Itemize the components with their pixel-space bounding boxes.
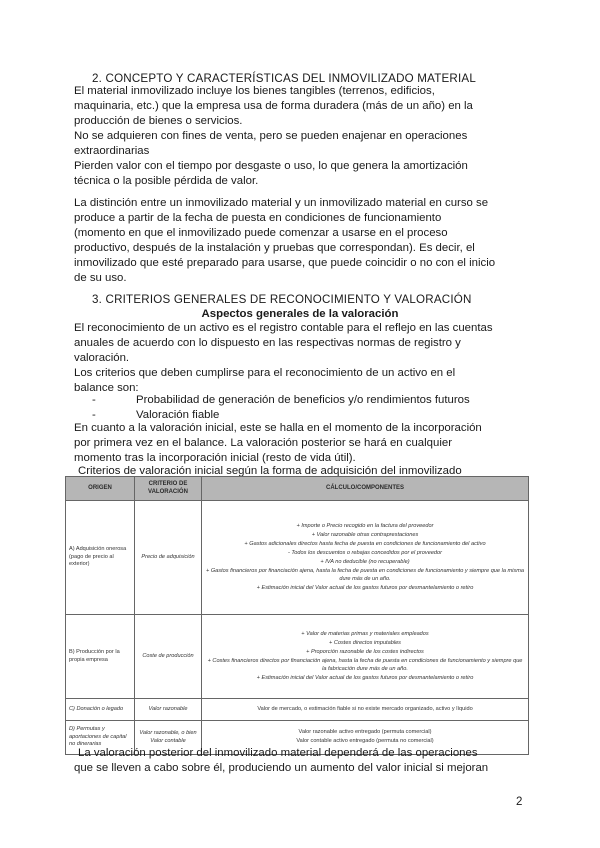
component-line: + Estimación inicial del Valor actual de los gastos futuros por desmantelamiento o retiro	[256, 674, 474, 681]
paragraph-line: extraordinarias	[74, 145, 150, 157]
table-cell-origin: B) Producción por la propia empresa	[66, 615, 135, 699]
paragraph-line: produce a partir de la fecha de puesta en condiciones de funcionamiento	[74, 212, 442, 224]
paragraph-line: de su uso.	[74, 272, 127, 284]
valuation-criteria-table	[65, 476, 529, 755]
table-cell-origin: C) Donación o legado	[66, 699, 135, 721]
component-line: + Gastos financieros por financiación ajena, hasta la fecha de puesta en condiciones de funcionamiento y siempre que la misma dure más de un año.	[206, 568, 524, 582]
table-cell-components	[202, 501, 529, 615]
component-line: - Todos los descuentos o rebajas concedidos por el proveedor	[287, 550, 443, 557]
paragraph-line: técnica o la posible pérdida de valor.	[74, 175, 259, 187]
table-row	[66, 699, 529, 721]
bullet-item: - Valoración fiable	[92, 409, 220, 421]
bullet-text: Probabilidad de generación de beneficios y/o rendimientos futuros	[136, 394, 470, 406]
section-3-subheading: Aspectos generales de la valoración	[201, 308, 399, 320]
component-line: + Valor de materias primas y materiales empleados	[301, 631, 429, 638]
paragraph-line: La distinción entre un inmovilizado material y un inmovilizado material en curso se	[74, 197, 489, 209]
table-cell-components	[202, 699, 529, 721]
page-number: 2	[516, 796, 523, 808]
paragraph-line: El material inmovilizado incluye los bienes tangibles (terrenos, edificios,	[74, 85, 435, 97]
component-line: + Costes financieros directos por financiación ajena, hasta la fecha de puesta en condiciones de funcionamiento y siempre que la fabricación dure más de un año.	[207, 658, 523, 672]
paragraph-line: En cuanto a la valoración inicial, este se halla en el momento de la incorporación	[74, 422, 482, 434]
table-header-row	[66, 477, 529, 501]
paragraph-line: que se lleven a cabo sobre él, produciendo un aumento del valor inicial si mejoran	[74, 762, 489, 774]
paragraph-line: anuales de acuerdo con lo dispuesto en las respectivas normas de registro y	[74, 337, 461, 349]
table-cell-origin: D) Permutas y aportaciones de capital no dinerarias	[66, 721, 135, 755]
component-line: + Importe o Precio recogido en la factura del proveedor	[296, 523, 434, 530]
section-3-heading: 3. CRITERIOS GENERALES DE RECONOCIMIENTO Y VALORACIÓN	[92, 293, 472, 306]
paragraph-line: (momento en que el inmovilizado puede comenzar a usarse en el proceso	[74, 227, 448, 239]
paragraph-line: El reconocimiento de un activo es el registro contable para el reflejo en las cuentas	[74, 322, 493, 334]
column-header-criterion: CRITERIO DE VALORACIÓN	[135, 477, 202, 501]
component-line: + Gastos adicionales directos hasta fecha de puesta en condiciones de funcionamiento del activo	[244, 541, 486, 548]
component-line: + IVA no deducible (no recuperable)	[320, 559, 410, 566]
component-line: + Proporción razonable de los costes indirectos	[306, 649, 424, 656]
column-header-origin: ORIGEN	[66, 477, 135, 501]
paragraph-line: La valoración posterior del inmovilizado material dependerá de las operaciones	[78, 747, 478, 759]
bullet-text: Valoración fiable	[136, 409, 220, 421]
table-cell-origin: A) Adquisición onerosa (pago de precio al exterior)	[66, 501, 135, 615]
paragraph-line: producción de bienes o servicios.	[74, 115, 243, 127]
component-line: + Valor razonable otras contraprestaciones	[311, 532, 419, 539]
table-caption: Criterios de valoración inicial según la forma de adquisición del inmovilizado	[78, 465, 462, 477]
column-header-components: CÁLCULO/COMPONENTES	[202, 477, 529, 501]
component-line: + Costes directos imputables	[329, 640, 401, 647]
paragraph-line: balance son:	[74, 382, 139, 394]
paragraph-line: por primera vez en el balance. La valoración posterior se hará en cualquier	[74, 437, 453, 449]
component-line: Valor razonable activo entregado (permuta comercial)	[298, 729, 432, 736]
paragraph-line: Pierden valor con el tiempo por desgaste o uso, lo que genera la amortización	[74, 160, 468, 172]
table-cell-criterion: Coste de producción	[135, 615, 202, 699]
paragraph-line: Los criterios que deben cumplirse para el reconocimiento de un activo en el	[74, 367, 456, 379]
table-cell-criterion: Valor razonable, o bien Valor contable	[135, 721, 202, 755]
bullet-item: - Probabilidad de generación de beneficios y/o rendimientos futuros	[92, 394, 470, 406]
paragraph-line: valoración.	[74, 352, 130, 364]
table-cell-components	[202, 615, 529, 699]
paragraph-line: momento tras la incorporación inicial (resto de vida útil).	[74, 452, 356, 464]
table-cell-criterion: Valor razonable	[135, 699, 202, 721]
component-line: + Estimación inicial del Valor actual de los gastos futuros por desmantelamiento o retiro	[256, 584, 474, 591]
paragraph-line: No se adquieren con fines de venta, pero se pueden enajenar en operaciones	[74, 130, 468, 142]
table-row	[66, 501, 529, 615]
paragraph-line: productivo, después de la instalación y pruebas que correspondan). Es decir, el	[74, 242, 475, 254]
table-cell-criterion: Precio de adquisición	[135, 501, 202, 615]
paragraph-line: maquinaria, etc.) que la empresa usa de forma duradera (más de un año) en la	[74, 100, 473, 112]
section-2-heading: 2. CONCEPTO Y CARACTERÍSTICAS DEL INMOVILIZADO MATERIAL	[92, 72, 477, 85]
paragraph-line: inmovilizado que esté preparado para usarse, que puede coincidir o no con el inicio	[74, 257, 496, 269]
table-row	[66, 615, 529, 699]
component-line: Valor contable activo entregado (permuta no comercial)	[296, 738, 434, 745]
component-line: Valor de mercado, o estimación fiable si no existe mercado organizado, activo y líquido	[257, 705, 473, 712]
